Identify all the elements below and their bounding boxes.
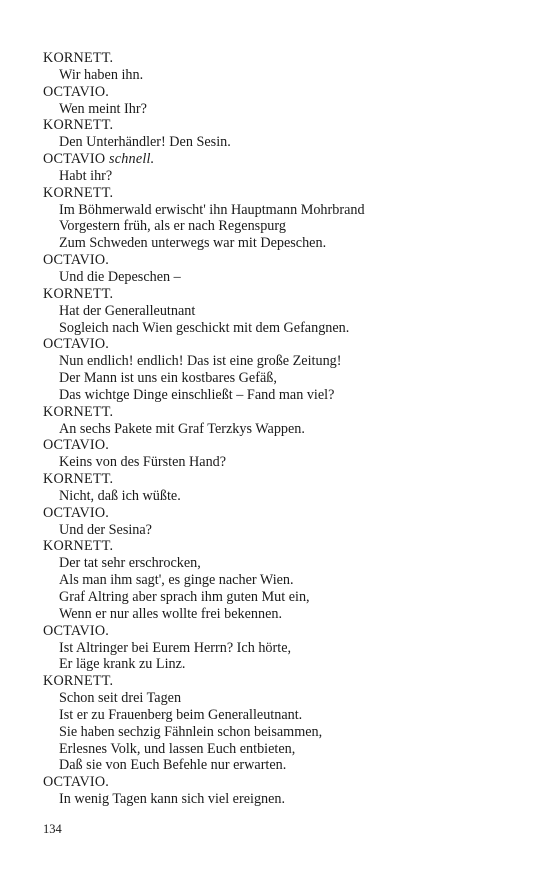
speaker-label: OCTAVIO.	[43, 83, 110, 100]
speaker-label: OCTAVIO.	[43, 504, 110, 521]
speaker-label: KORNETT.	[43, 50, 114, 66]
verse-text: Erlesnes Volk, und lassen Euch entbieten,	[59, 740, 296, 757]
verse-line	[43, 522, 523, 539]
speaker-label: KORNETT.	[43, 403, 114, 420]
speaker-name	[43, 774, 523, 791]
verse-line	[43, 572, 523, 589]
verse-text: Vorgestern früh, als er nach Regenspurg	[59, 218, 286, 235]
speaker-name	[43, 538, 523, 555]
verse-line	[43, 741, 523, 758]
verse-text: Schon seit drei Tagen	[59, 690, 182, 707]
speaker-label: KORNETT.	[43, 673, 114, 690]
verse-text: In wenig Tagen kann sich viel ereignen.	[59, 791, 286, 808]
verse-line	[43, 640, 523, 657]
verse-text: Als man ihm sagt', es ginge nacher Wien.	[59, 572, 294, 589]
verse-text: Und der Sesina?	[59, 521, 152, 538]
verse-line	[43, 589, 523, 606]
verse-text: Sie haben sechzig Fähnlein schon beisammen,	[59, 723, 323, 740]
speaker-name	[43, 673, 523, 690]
verse-line	[43, 101, 523, 118]
verse-line	[43, 757, 523, 774]
speaker-name	[43, 437, 523, 454]
stage-direction: schnell.	[109, 151, 155, 168]
verse-line	[43, 707, 523, 724]
speaker-label: KORNETT.	[43, 117, 114, 134]
verse-line	[43, 488, 523, 505]
verse-line	[43, 202, 523, 219]
speaker-label: OCTAVIO.	[43, 336, 110, 353]
page-number: 134	[43, 822, 62, 836]
verse-text: Zum Schweden unterwegs war mit Depeschen.	[59, 235, 327, 252]
speaker-label: OCTAVIO.	[43, 622, 110, 639]
verse-line	[43, 134, 523, 151]
verse-line	[43, 454, 523, 471]
verse-text: Der Mann ist uns ein kostbares Gefäß,	[59, 370, 277, 387]
speaker-name	[43, 84, 523, 101]
verse-line	[43, 320, 523, 337]
verse-text: Nun endlich! endlich! Das ist eine große Zeitung!	[59, 353, 342, 370]
verse-text: Der tat sehr erschrocken,	[59, 555, 201, 572]
speaker-name	[43, 252, 523, 269]
verse-line	[43, 235, 523, 252]
verse-line	[43, 724, 523, 741]
speaker-label: OCTAVIO	[43, 151, 110, 168]
verse-text: Wir haben ihn.	[59, 66, 144, 83]
verse-line	[43, 168, 523, 185]
verse-line	[43, 791, 523, 808]
speaker-name	[43, 50, 523, 67]
verse-text: An sechs Pakete mit Graf Terzkys Wappen.	[59, 420, 305, 437]
verse-text: Graf Altring aber sprach ihm guten Mut ein,	[59, 589, 310, 605]
verse-line	[43, 218, 523, 235]
verse-text: Keins von des Fürsten Hand?	[59, 454, 227, 471]
verse-line	[43, 269, 523, 286]
speaker-label: KORNETT.	[43, 184, 114, 201]
verse-line	[43, 690, 523, 707]
verse-text: Er läge krank zu Linz.	[59, 656, 186, 673]
speaker-name	[43, 404, 523, 421]
verse-line	[43, 421, 523, 438]
speaker-name	[43, 117, 523, 134]
verse-text: Und die Depeschen –	[59, 268, 181, 285]
speaker-label: OCTAVIO.	[43, 252, 110, 269]
speaker-name	[43, 336, 523, 353]
verse-text: Im Böhmerwald erwischt' ihn Hauptmann Mohrbrand	[59, 201, 365, 218]
speaker-name	[43, 471, 523, 488]
verse-line	[43, 353, 523, 370]
speaker-name	[43, 286, 523, 303]
verse-text: Sogleich nach Wien geschickt mit dem Gefangnen.	[59, 319, 350, 336]
speaker-name	[43, 505, 523, 522]
speaker-name	[43, 185, 523, 202]
speaker-label: KORNETT.	[43, 471, 114, 488]
verse-line	[43, 387, 523, 404]
speaker-name	[43, 151, 523, 168]
verse-line	[43, 370, 523, 387]
speaker-name	[43, 623, 523, 640]
verse-line	[43, 555, 523, 572]
verse-text: Wen meint Ihr?	[59, 100, 147, 117]
verse-text: Ist er zu Frauenberg beim Generalleutnant.	[59, 706, 303, 723]
dialogue-text	[43, 50, 523, 808]
verse-text: Das wichtge Dinge einschließt – Fand man viel?	[59, 386, 335, 403]
verse-line	[43, 606, 523, 623]
verse-text: Daß sie von Euch Befehle nur erwarten.	[59, 757, 287, 774]
verse-text: Habt ihr?	[59, 167, 113, 184]
speaker-label: KORNETT.	[43, 285, 114, 302]
verse-text: Den Unterhändler! Den Sesin.	[59, 134, 231, 151]
verse-text: Wenn er nur alles wollte frei bekennen.	[59, 605, 283, 622]
speaker-label: KORNETT.	[43, 538, 114, 555]
speaker-label: OCTAVIO.	[43, 774, 110, 791]
verse-text: Nicht, daß ich wüßte.	[59, 487, 181, 504]
verse-line	[43, 303, 523, 320]
speaker-label: OCTAVIO.	[43, 437, 110, 454]
verse-line	[43, 656, 523, 673]
verse-line	[43, 67, 523, 84]
verse-text: Hat der Generalleutnant	[59, 302, 196, 319]
verse-text: Ist Altringer bei Eurem Herrn? Ich hörte,	[59, 639, 292, 656]
